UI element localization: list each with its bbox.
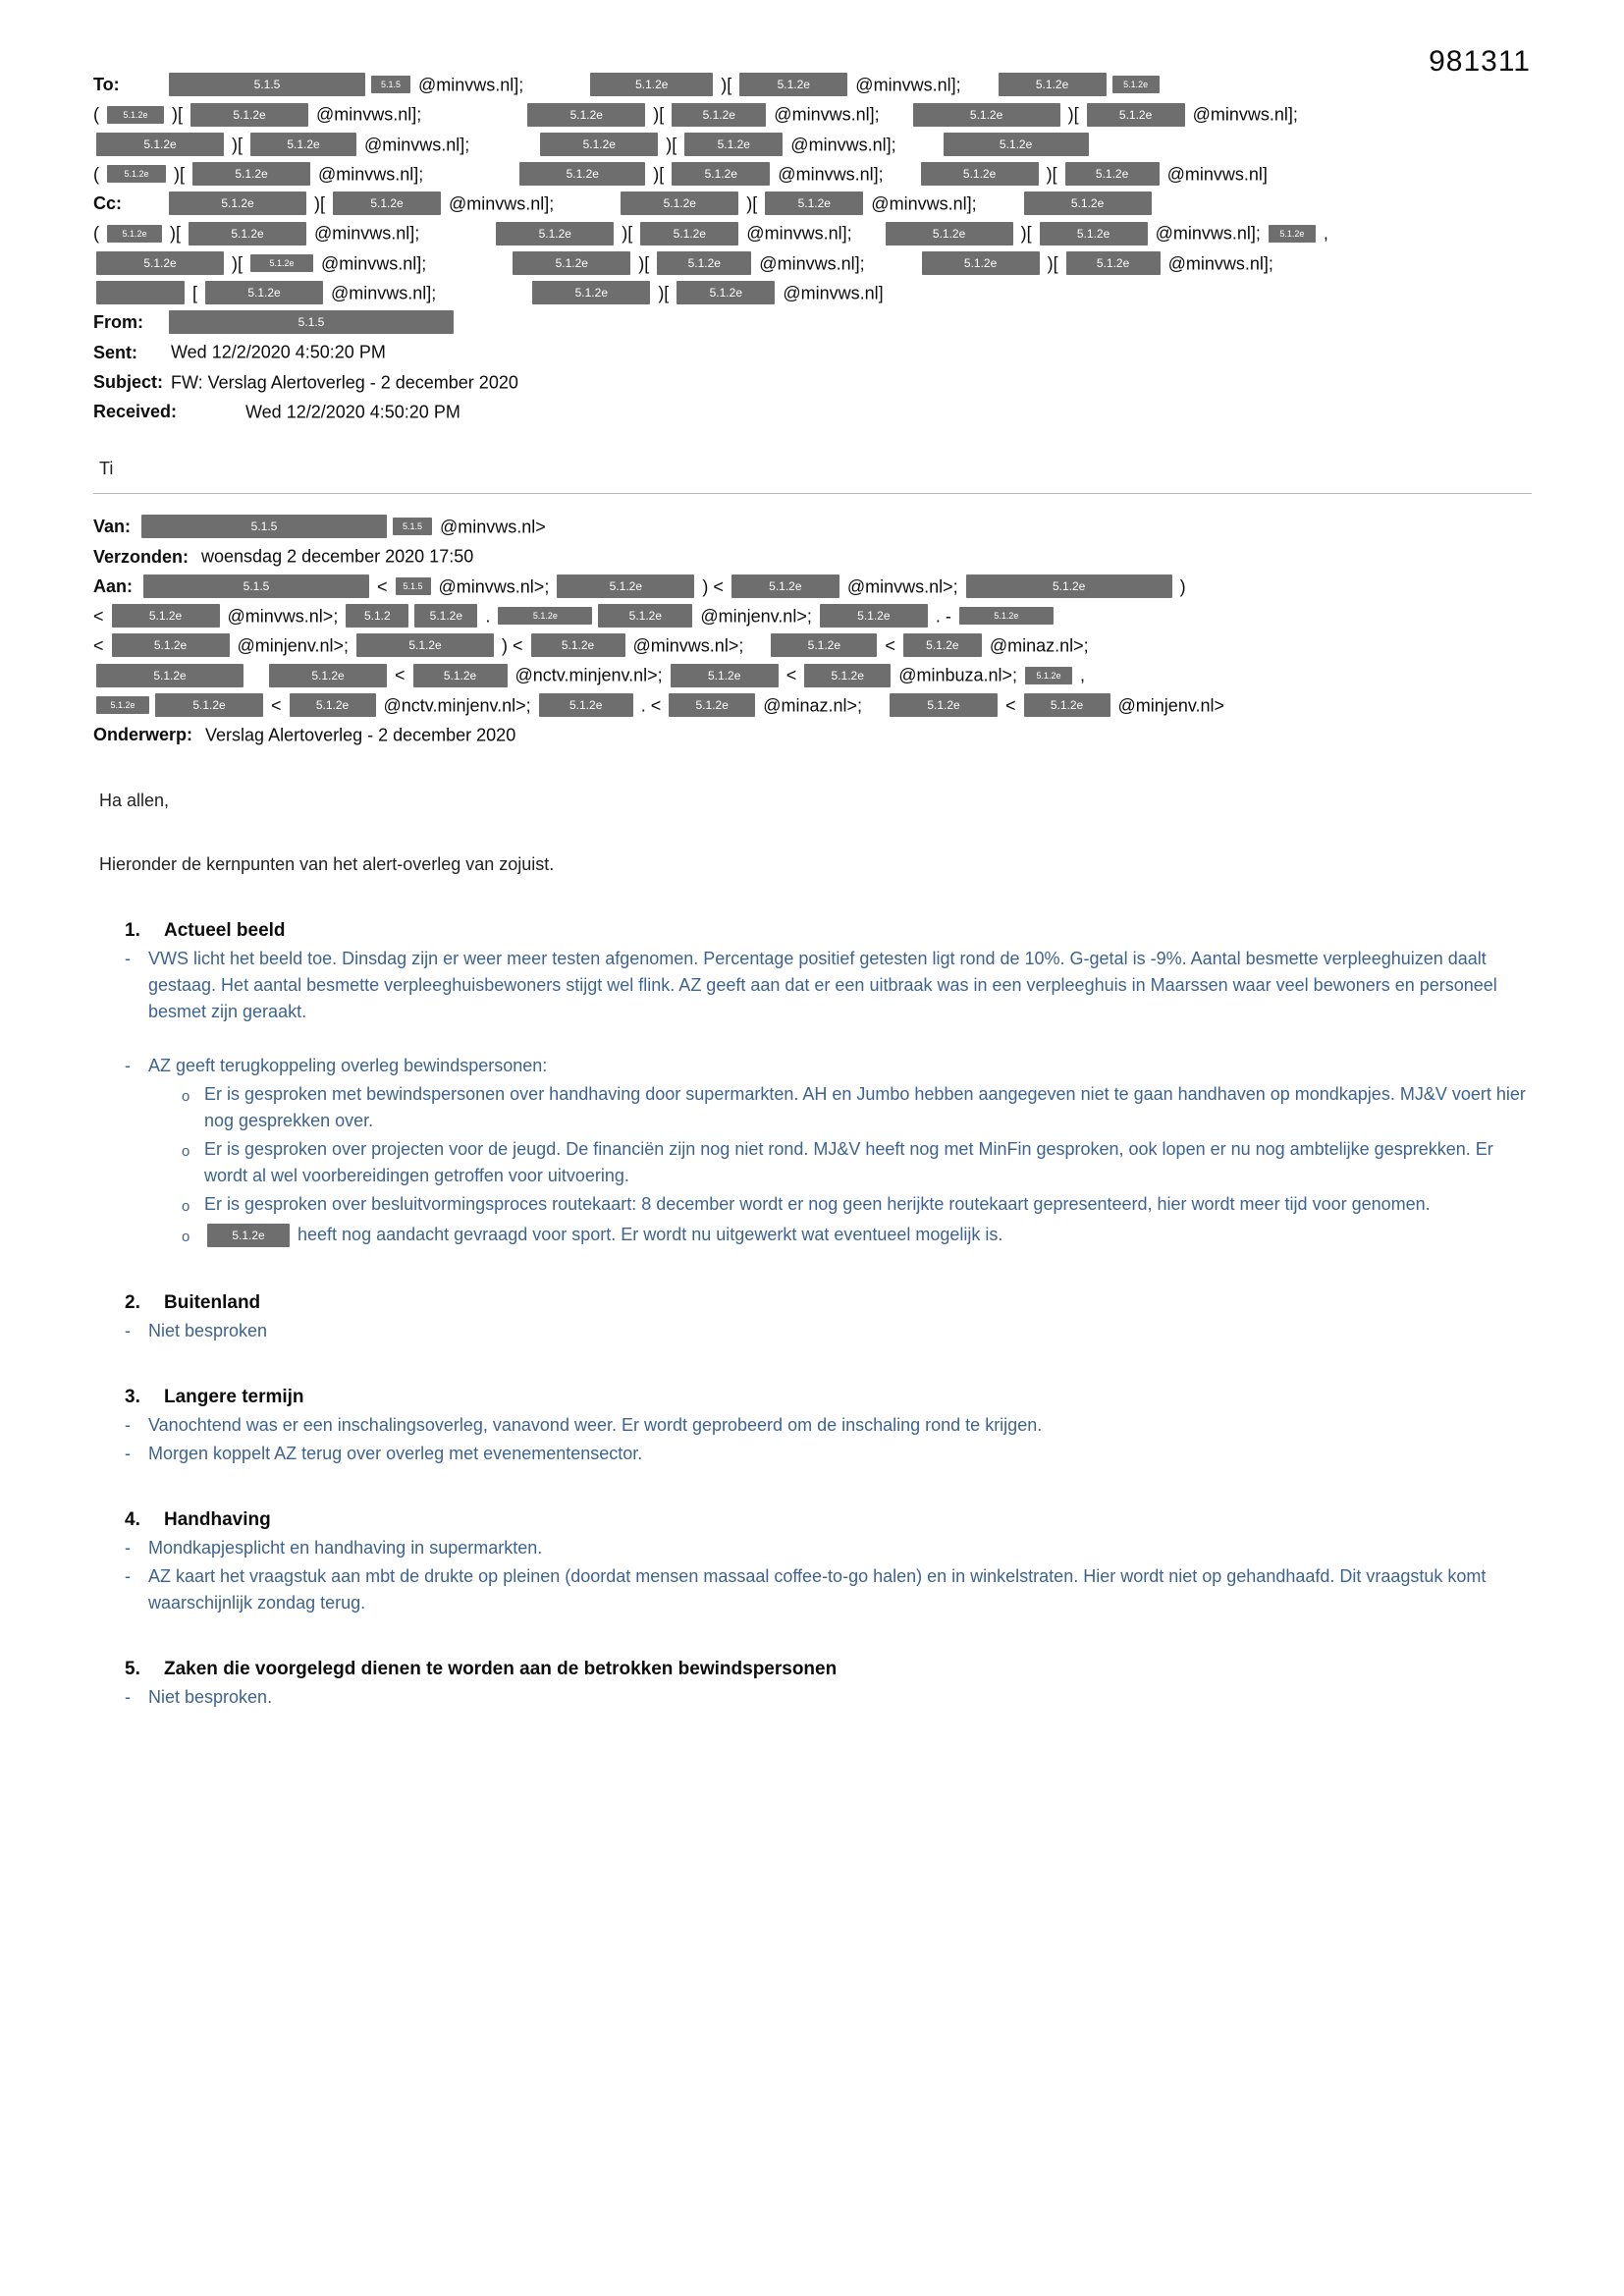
redaction-box: 5.1.5 [393, 518, 432, 535]
redaction-box: 5.1.2e [1024, 191, 1152, 215]
redaction-box: 5.1.2e [999, 73, 1107, 96]
spacer [889, 174, 918, 175]
redaction-box: 5.1.2e [96, 696, 149, 714]
redaction-box: 5.1.2e [498, 607, 592, 625]
redaction-box: 5.1.2e [333, 191, 441, 215]
redaction-box: 5.1.2e [513, 251, 630, 275]
bullet-text: VWS licht het beeld toe. Dinsdag zijn er weer meer testen afgenomen. Percentage positief getesten ligt rond de 10%. G-getal is -9%. Aantal besmette verpleeghuizen daalt gestaag. Het aantal besmette verpleeghuisbewoners stijgt wel flink. AZ geeft aan dat er een uitbraak was in een verpleeghuis in Maarssen waar veel bewoners en personeel besmet zijn geraakt. [148, 949, 1497, 1021]
redaction-box: 5.1.2e [739, 73, 847, 96]
redaction-box: 5.1.2e [944, 133, 1089, 156]
header-line [93, 367, 1532, 396]
spacer [441, 293, 529, 294]
header-line [93, 572, 1532, 600]
header-line [93, 130, 1532, 158]
header-text: woensdag 2 december 2020 17:50 [196, 546, 474, 567]
redaction-box: 5.1.2e [207, 1224, 290, 1247]
bullet-item [125, 1535, 1532, 1561]
spacer [528, 84, 587, 85]
field-label-aan: Aan: [93, 575, 133, 596]
header-line [93, 630, 1532, 659]
header-text: Wed 12/2/2020 4:50:20 PM [166, 342, 386, 362]
email-body [93, 788, 1532, 1711]
sub-bullet-text: 5.1.2e heeft nog aandacht gevraagd voor sport. Er wordt nu uitgewerkt wat eventueel mogelijk is. [204, 1222, 1532, 1250]
sub-bullet-marker: o [182, 1198, 190, 1215]
redaction-box: 5.1.2e [731, 574, 839, 598]
header-text: ) [1174, 575, 1186, 596]
header-text: @minvws.nl>; [433, 575, 555, 596]
spacer [966, 84, 996, 85]
redaction-box: 5.1.2e [820, 604, 928, 628]
header-text: @minvws.nl>; [841, 575, 963, 596]
page-number: 981311 [1429, 45, 1531, 78]
redaction-box: 5.1.2e [1040, 222, 1148, 246]
sub-bullet-text: Er is gesproken over besluitvormingsproces routekaart: 8 december wordt er nog geen herijkte routekaart gepresenteerd, hier wordt meer tijd voor genomen. [204, 1194, 1431, 1214]
redaction-box: 5.1.2e [96, 664, 244, 687]
section-title: Actueel beeld [164, 920, 286, 941]
redaction-box: 5.1.2e [205, 281, 323, 304]
header-text: @minjenv.nl>; [232, 635, 354, 656]
sub-bullet-item [182, 1136, 1532, 1189]
spacer [748, 645, 768, 646]
spacer [431, 262, 510, 263]
bullet-item [125, 1318, 1532, 1344]
redaction-box: 5.1.2e [598, 604, 692, 628]
header-text: @minvws.nl]; [359, 134, 475, 154]
header-text: @minvws.nl]; [313, 164, 429, 184]
bullet-text: Niet besproken [148, 1321, 268, 1340]
section-heading [125, 1506, 1532, 1533]
header-text: @minvws.nl]; [754, 252, 870, 273]
header-line [93, 690, 1532, 719]
bullet-item [125, 1441, 1532, 1467]
bullet-dash: - [125, 1321, 131, 1340]
header-field-subject [93, 367, 1532, 396]
header-text: Verslag Alertoverleg - 2 december 2020 [200, 725, 516, 744]
header-line [93, 337, 1532, 365]
intro-line: Hieronder de kernpunten van het alert-overleg van zojuist. [99, 854, 555, 874]
redaction-box: 5.1.2e [107, 225, 162, 243]
spacer [426, 114, 524, 115]
section-number: 1. [125, 920, 140, 941]
redaction-box: 5.1.2e [1065, 162, 1160, 186]
sections-container [93, 917, 1532, 1711]
redaction-box: 5.1.2e [886, 222, 1013, 246]
redaction-box: 5.1.2e [107, 165, 166, 183]
redaction-box: 5.1.2e [169, 191, 306, 215]
header-text: )[ [648, 164, 670, 184]
section-heading [125, 1656, 1532, 1682]
bullet-text: Vanochtend was er een inschalingsoverleg, vanavond weer. Er wordt geprobeerd om de inschaling rond te krijgen. [148, 1415, 1043, 1435]
header-text: @minvws.nl]; [413, 75, 529, 95]
header-line [93, 99, 1532, 128]
redaction-box: 5.1.2e [640, 222, 738, 246]
header-text: )[ [716, 75, 737, 95]
bullet-text: Mondkapjesplicht en handhaving in supermarkten. [148, 1538, 543, 1558]
redaction-box: 5.1.2e [539, 693, 633, 717]
section-number: 2. [125, 1292, 140, 1313]
redaction-box: 5.1.2e [657, 251, 751, 275]
header-field-verzonden [93, 541, 1532, 570]
bullet-text: Niet besproken. [148, 1687, 273, 1707]
header-text: . < [635, 694, 667, 715]
redaction-box: 5.1.2e [190, 103, 308, 127]
header-text: < [390, 665, 410, 685]
header-text: . - [930, 606, 956, 626]
header-text: @minvws.nl]; [741, 223, 857, 244]
redaction-box: 5.1.2e [672, 103, 766, 127]
redaction-box: 5.1.2e [1025, 667, 1072, 684]
redaction-box: 5.1.2e [519, 162, 645, 186]
header-text: @minaz.nl>; [984, 635, 1089, 656]
sub-bullet-item [182, 1191, 1532, 1220]
redaction-box: 5.1.5 [169, 310, 454, 334]
header-text: . [480, 606, 496, 626]
header-text: )[ [653, 283, 675, 302]
redaction-box: 5.1.2e [531, 633, 625, 657]
redaction-box: 5.1.2 [346, 604, 408, 628]
header-text: @minaz.nl>; [758, 694, 868, 715]
header-text: )[ [169, 164, 189, 184]
redaction-box: 5.1.2e [804, 664, 891, 687]
redaction-box: 5.1.5 [141, 515, 387, 538]
header-line [93, 218, 1532, 246]
redaction-box: 5.1.2e [290, 693, 376, 717]
header-text: ) < [697, 575, 729, 596]
header-text: @minvws.nl]; [850, 75, 966, 95]
header-text: ( [93, 223, 104, 244]
redaction-box: 5.1.2e [96, 133, 224, 156]
section [93, 1656, 1532, 1711]
redaction-box: 5.1.2e [922, 251, 1040, 275]
header-text: , [1318, 223, 1328, 244]
header-line [93, 541, 1532, 570]
spacer [857, 233, 883, 234]
header-line [93, 278, 1532, 306]
header-text: @minvws.nl]; [773, 164, 889, 184]
redaction-box: 5.1.2e [532, 281, 650, 304]
bullet-dash: - [125, 1687, 131, 1707]
header-text: < [93, 635, 109, 656]
spacer [424, 233, 493, 234]
section-heading [125, 1384, 1532, 1410]
redaction-box: 5.1.2e [155, 693, 263, 717]
redaction-box: 5.1.2e [189, 222, 306, 246]
redaction-box: 5.1.2e [684, 133, 783, 156]
spacer [867, 704, 887, 705]
header-text: )[ [1041, 164, 1062, 184]
header-text: )[ [167, 104, 188, 125]
bullet-item [125, 1053, 1532, 1079]
redaction-box: 5.1.2e [1269, 225, 1316, 243]
section-title: Buitenland [164, 1292, 261, 1313]
bullet-text: AZ kaart het vraagstuk aan mbt de drukte op pleinen (doordat mensen massaal coffee-to-go halen) en in winkelstraten. Hier wordt niet op gehandhaafd. Dit vraagstuk komt waarschijnlijk zondag terug. [148, 1566, 1487, 1613]
header-field-van [93, 512, 1532, 540]
header-line [93, 720, 1532, 748]
section-number: 5. [125, 1659, 140, 1679]
header-text: )[ [1042, 252, 1063, 273]
section-title: Langere termijn [164, 1387, 304, 1407]
header-field-cc [93, 189, 1532, 306]
header-text: @minvws.nl]; [311, 104, 427, 125]
header-text: < [372, 575, 393, 596]
header-field-to [93, 70, 1532, 188]
header-field-sent [93, 337, 1532, 365]
header-text: FW: Verslag Alertoverleg - 2 december 2020 [166, 371, 518, 392]
field-label-cc: Cc: [93, 193, 123, 214]
redaction-box: 5.1.2e [765, 191, 863, 215]
header-text: @minjenv.nl>; [695, 606, 817, 626]
section-heading [125, 917, 1532, 944]
header-text: )[ [1062, 104, 1084, 125]
greeting-fragment: Ti [99, 459, 114, 478]
redaction-box: 5.1.2e [959, 607, 1054, 625]
section-heading [125, 1289, 1532, 1316]
field-label-subject: Subject: [93, 371, 164, 392]
bullet-dash: - [125, 1538, 131, 1558]
redaction-box: 5.1.2e [677, 281, 775, 304]
header-line [93, 159, 1532, 188]
spacer [982, 203, 1021, 204]
header-text: )[ [309, 193, 330, 214]
bullet-dash: - [125, 949, 131, 968]
forwarded-email-header [93, 512, 1532, 748]
header-line [93, 660, 1532, 688]
redaction-box: 5.1.2e [112, 633, 230, 657]
header-field-aan [93, 572, 1532, 719]
header-text: @minvws.nl] [778, 283, 884, 302]
header-text: < [781, 665, 802, 685]
salutation: Ha allen, [99, 791, 170, 810]
redaction-box: 5.1.2e [672, 162, 770, 186]
section-number: 3. [125, 1387, 140, 1407]
spacer [559, 203, 618, 204]
header-text: @minvws.nl>; [627, 635, 749, 656]
header-text: , [1075, 665, 1086, 685]
header-text: )[ [648, 104, 670, 125]
sub-bullet-text: Er is gesproken met bewindspersonen over handhaving door supermarkten. AH en Jumbo hebben aangegeven niet te gaan handhaven op mondkapjes. MJ&V voert hier nog gesprekken over. [204, 1084, 1526, 1130]
redaction-box: 5.1.5 [169, 73, 365, 96]
bullet-text: AZ geeft terugkoppeling overleg bewindspersonen: [148, 1056, 548, 1075]
bullet-item [125, 1412, 1532, 1439]
redaction-box: 5.1.2e [496, 222, 614, 246]
field-label-to: To: [93, 75, 120, 95]
redaction-box: 5.1.2e [250, 254, 313, 272]
header-text: < [880, 635, 900, 656]
redaction-box: 5.1.2e [250, 133, 356, 156]
header-text: @minvws.nl]; [1163, 252, 1273, 273]
header-line [93, 512, 1532, 540]
header-field-onderwerp [93, 720, 1532, 748]
header-line [93, 307, 1532, 336]
header-text: )[ [227, 252, 247, 273]
header-text: < [93, 606, 109, 626]
redaction-box: 5.1.2e [413, 664, 508, 687]
header-text: @minvws.nl] [1162, 164, 1268, 184]
header-text: @minvws.nl]; [866, 193, 982, 214]
redaction-box: 5.1.2e [1066, 251, 1161, 275]
redaction-box: 5.1.2e [192, 162, 310, 186]
header-text: @minvws.nl]; [309, 223, 425, 244]
header-text: @minvws.nl]; [785, 134, 901, 154]
header-text: ( [93, 104, 104, 125]
redaction-box: 5.1.2e [903, 633, 982, 657]
header-line [93, 248, 1532, 277]
bullet-item [125, 946, 1532, 1025]
section-number: 4. [125, 1509, 140, 1530]
header-text: )[ [633, 252, 655, 273]
header-text: @minjenv.nl> [1112, 694, 1225, 715]
redaction-box: 5.1.2e [1024, 693, 1110, 717]
sub-bullet-marker: o [182, 1088, 190, 1105]
bullet-text: Morgen koppelt AZ terug over overleg met evenementensector. [148, 1444, 643, 1463]
divider-line [93, 493, 1532, 494]
email-header [93, 70, 1532, 425]
redaction-box: 5.1.2e [1112, 76, 1160, 93]
header-text: ) < [497, 635, 528, 656]
section-title: Zaken die voorgelegd dienen te worden aan de betrokken bewindspersonen [164, 1659, 838, 1679]
section [93, 917, 1532, 1250]
field-label-from: From: [93, 312, 143, 333]
field-label-onderwerp: Onderwerp: [93, 725, 193, 744]
header-text: [ [188, 283, 203, 302]
bullet-dash: - [125, 1415, 131, 1435]
header-text: @minbuza.nl>; [893, 665, 1023, 685]
redaction-box: 5.1.2e [890, 693, 998, 717]
sub-bullet-item [182, 1081, 1532, 1134]
bullet-item [125, 1563, 1532, 1616]
redaction-box: 5.1.2e [527, 103, 645, 127]
spacer [428, 174, 516, 175]
header-text: )[ [1015, 223, 1037, 244]
redaction-box: 5.1.2e [966, 574, 1172, 598]
sub-bullet-marker: o [182, 1229, 190, 1245]
header-text: < [1001, 694, 1021, 715]
section [93, 1384, 1532, 1467]
header-text: Wed 12/2/2020 4:50:20 PM [241, 402, 460, 421]
header-field-from [93, 307, 1532, 336]
spacer [870, 262, 919, 263]
header-text: ( [93, 164, 104, 184]
spacer [885, 114, 910, 115]
header-line [93, 189, 1532, 217]
redaction-box: 5.1.2e [107, 106, 164, 124]
bullet-item [125, 1684, 1532, 1711]
redaction-box [96, 281, 185, 304]
redaction-box: 5.1.2e [557, 574, 694, 598]
redaction-box: 5.1.2e [414, 604, 477, 628]
redaction-box: 5.1.2e [96, 251, 224, 275]
section [93, 1289, 1532, 1344]
sub-bullet-item [182, 1222, 1532, 1250]
redaction-box: 5.1.2e [540, 133, 658, 156]
sub-bullet-text: Er is gesproken over projecten voor de jeugd. De financiën zijn nog niet rond. MJ&V heeft nog met MinFin gesproken, ook lopen er nu nog ambtelijke gesprekken. Er wordt al wel voorbereidingen getroffen voor uitvoering. [204, 1139, 1493, 1185]
header-text: @minvws.nl]; [1187, 104, 1298, 125]
redaction-box: 5.1.2e [669, 693, 755, 717]
section-title: Handhaving [164, 1509, 271, 1530]
redaction-box: 5.1.2e [921, 162, 1039, 186]
section [93, 1506, 1532, 1616]
spacer [474, 143, 537, 144]
header-text: @minvws.nl]; [316, 252, 432, 273]
field-label-van: Van: [93, 517, 132, 537]
header-text: )[ [227, 134, 247, 154]
field-label-received: Received: [93, 402, 178, 421]
header-text: )[ [741, 193, 763, 214]
redaction-box: 5.1.5 [143, 574, 369, 598]
redaction-box: 5.1.2e [671, 664, 779, 687]
header-line [93, 70, 1532, 98]
header-text: )[ [617, 223, 638, 244]
redaction-box: 5.1.2e [1087, 103, 1185, 127]
header-text: @minvws.nl]; [1150, 223, 1266, 244]
redaction-box: 5.1.2e [356, 633, 494, 657]
redaction-box: 5.1.5 [371, 76, 410, 93]
redaction-box: 5.1.2e [771, 633, 877, 657]
header-text: @nctv.minjenv.nl>; [378, 694, 536, 715]
header-line [93, 601, 1532, 629]
header-text: @minvws.nl]; [326, 283, 442, 302]
spacer [901, 143, 941, 144]
sub-bullet-marker: o [182, 1143, 190, 1160]
header-text: @nctv.minjenv.nl>; [510, 665, 668, 685]
redaction-box: 5.1.2e [269, 664, 387, 687]
bullet-dash: - [125, 1566, 131, 1586]
redaction-box: 5.1.2e [913, 103, 1060, 127]
header-text: )[ [661, 134, 682, 154]
redaction-box: 5.1.2e [112, 604, 220, 628]
redaction-box: 5.1.2e [621, 191, 738, 215]
bullet-dash: - [125, 1444, 131, 1463]
header-text: @minvws.nl]; [769, 104, 885, 125]
redaction-box: 5.1.2e [590, 73, 713, 96]
header-text: )[ [165, 223, 186, 244]
field-label-verzonden: Verzonden: [93, 546, 189, 567]
header-text: @minvws.nl>; [222, 606, 344, 626]
header-line [93, 397, 1532, 425]
spacer [246, 675, 266, 676]
header-text: @minvws.nl> [435, 517, 546, 537]
redaction-box: 5.1.5 [396, 577, 431, 595]
header-field-received [93, 397, 1532, 425]
bullet-dash: - [125, 1056, 131, 1075]
header-text: < [266, 694, 287, 715]
field-label-sent: Sent: [93, 342, 137, 362]
header-text: @minvws.nl]; [444, 193, 560, 214]
